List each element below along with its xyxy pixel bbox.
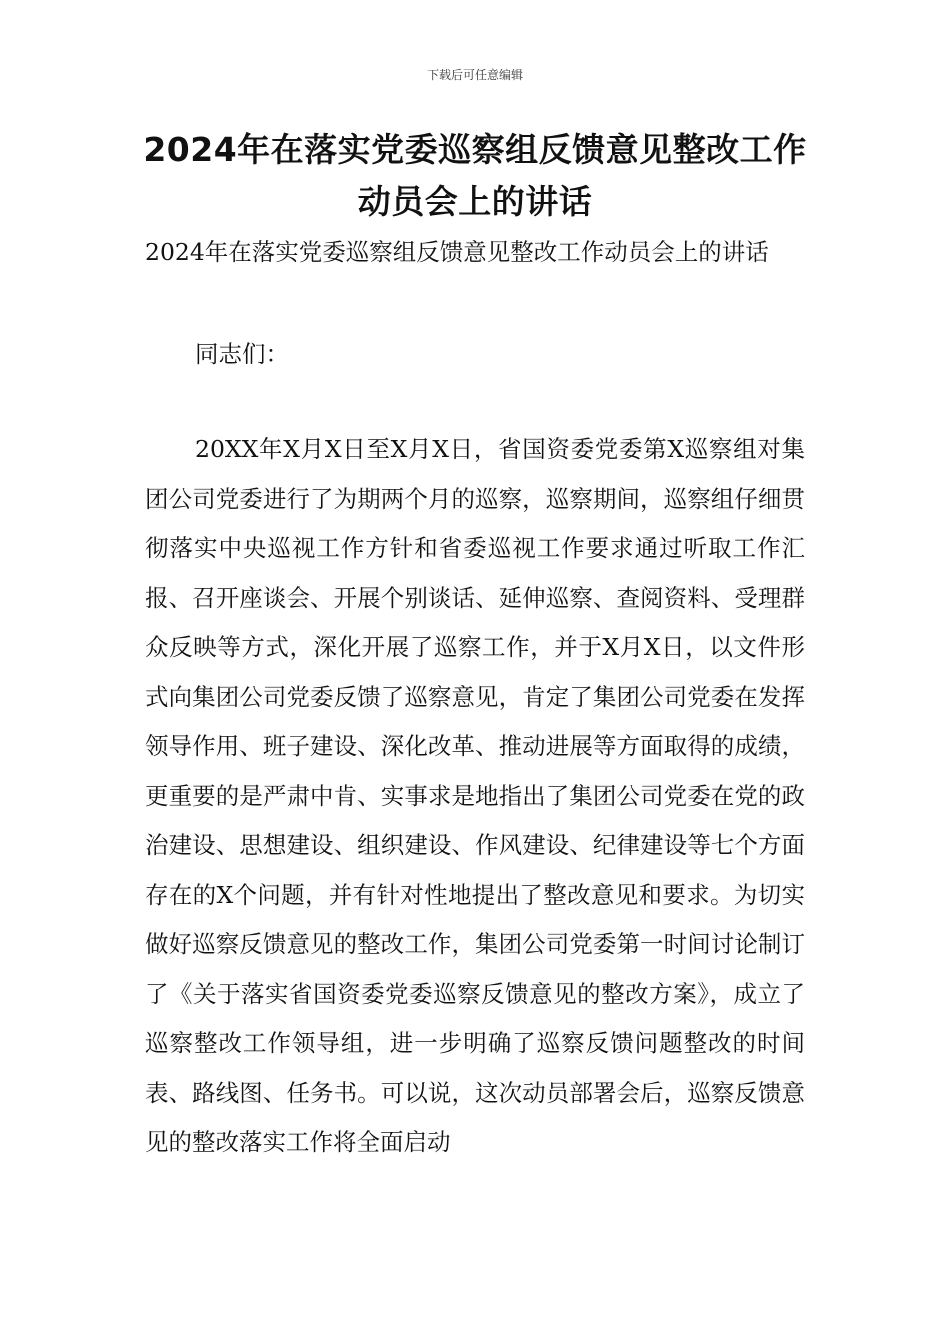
body-paragraph: 20XX年X月X日至X月X日，省国资委党委第X巡察组对集团公司党委进行了为期两个月的巡察，巡察期间，巡察组仔细贯彻落实中央巡视工作方针和省委巡视工作要求通过听取工作汇报、召开座谈会、开展个别谈话、延伸巡察、查阅资料、受理群众反映等方式，深化开展了巡察工作，并于X月X日，以文件形式向集团公司党委反馈了巡察意见，肯定了集团公司党委在发挥领导作用、班子建设、深化改革、推动进展等方面取得的成绩，更重要的是严肃中肯、实事求是地指出了集团公司党委在党的政治建设、思想建设、组织建设、作风建设、纪律建设等七个方面存在的X个问题，并有针对性地提出了整改意见和要求。为切实做好巡察反馈意见的整改工作，集团公司党委第一时间讨论制订了《关于落实省国资委党委巡察反馈意见的整改方案》，成立了巡察整改工作领导组，进一步明确了巡察反馈问题整改的时间表、路线图、任务书。可以说，这次动员部署会后，巡察反馈意见的整改落实工作将全面启动 [145,435,805,1156]
document-title: 2024年在落实党委巡察组反馈意见整改工作动员会上的讲话 [143,130,807,221]
salutation: 同志们： [195,340,289,368]
document-subtitle: 2024年在落实党委巡察组反馈意见整改工作动员会上的讲话 [145,238,769,266]
header-note: 下载后可任意编辑 [426,68,523,82]
